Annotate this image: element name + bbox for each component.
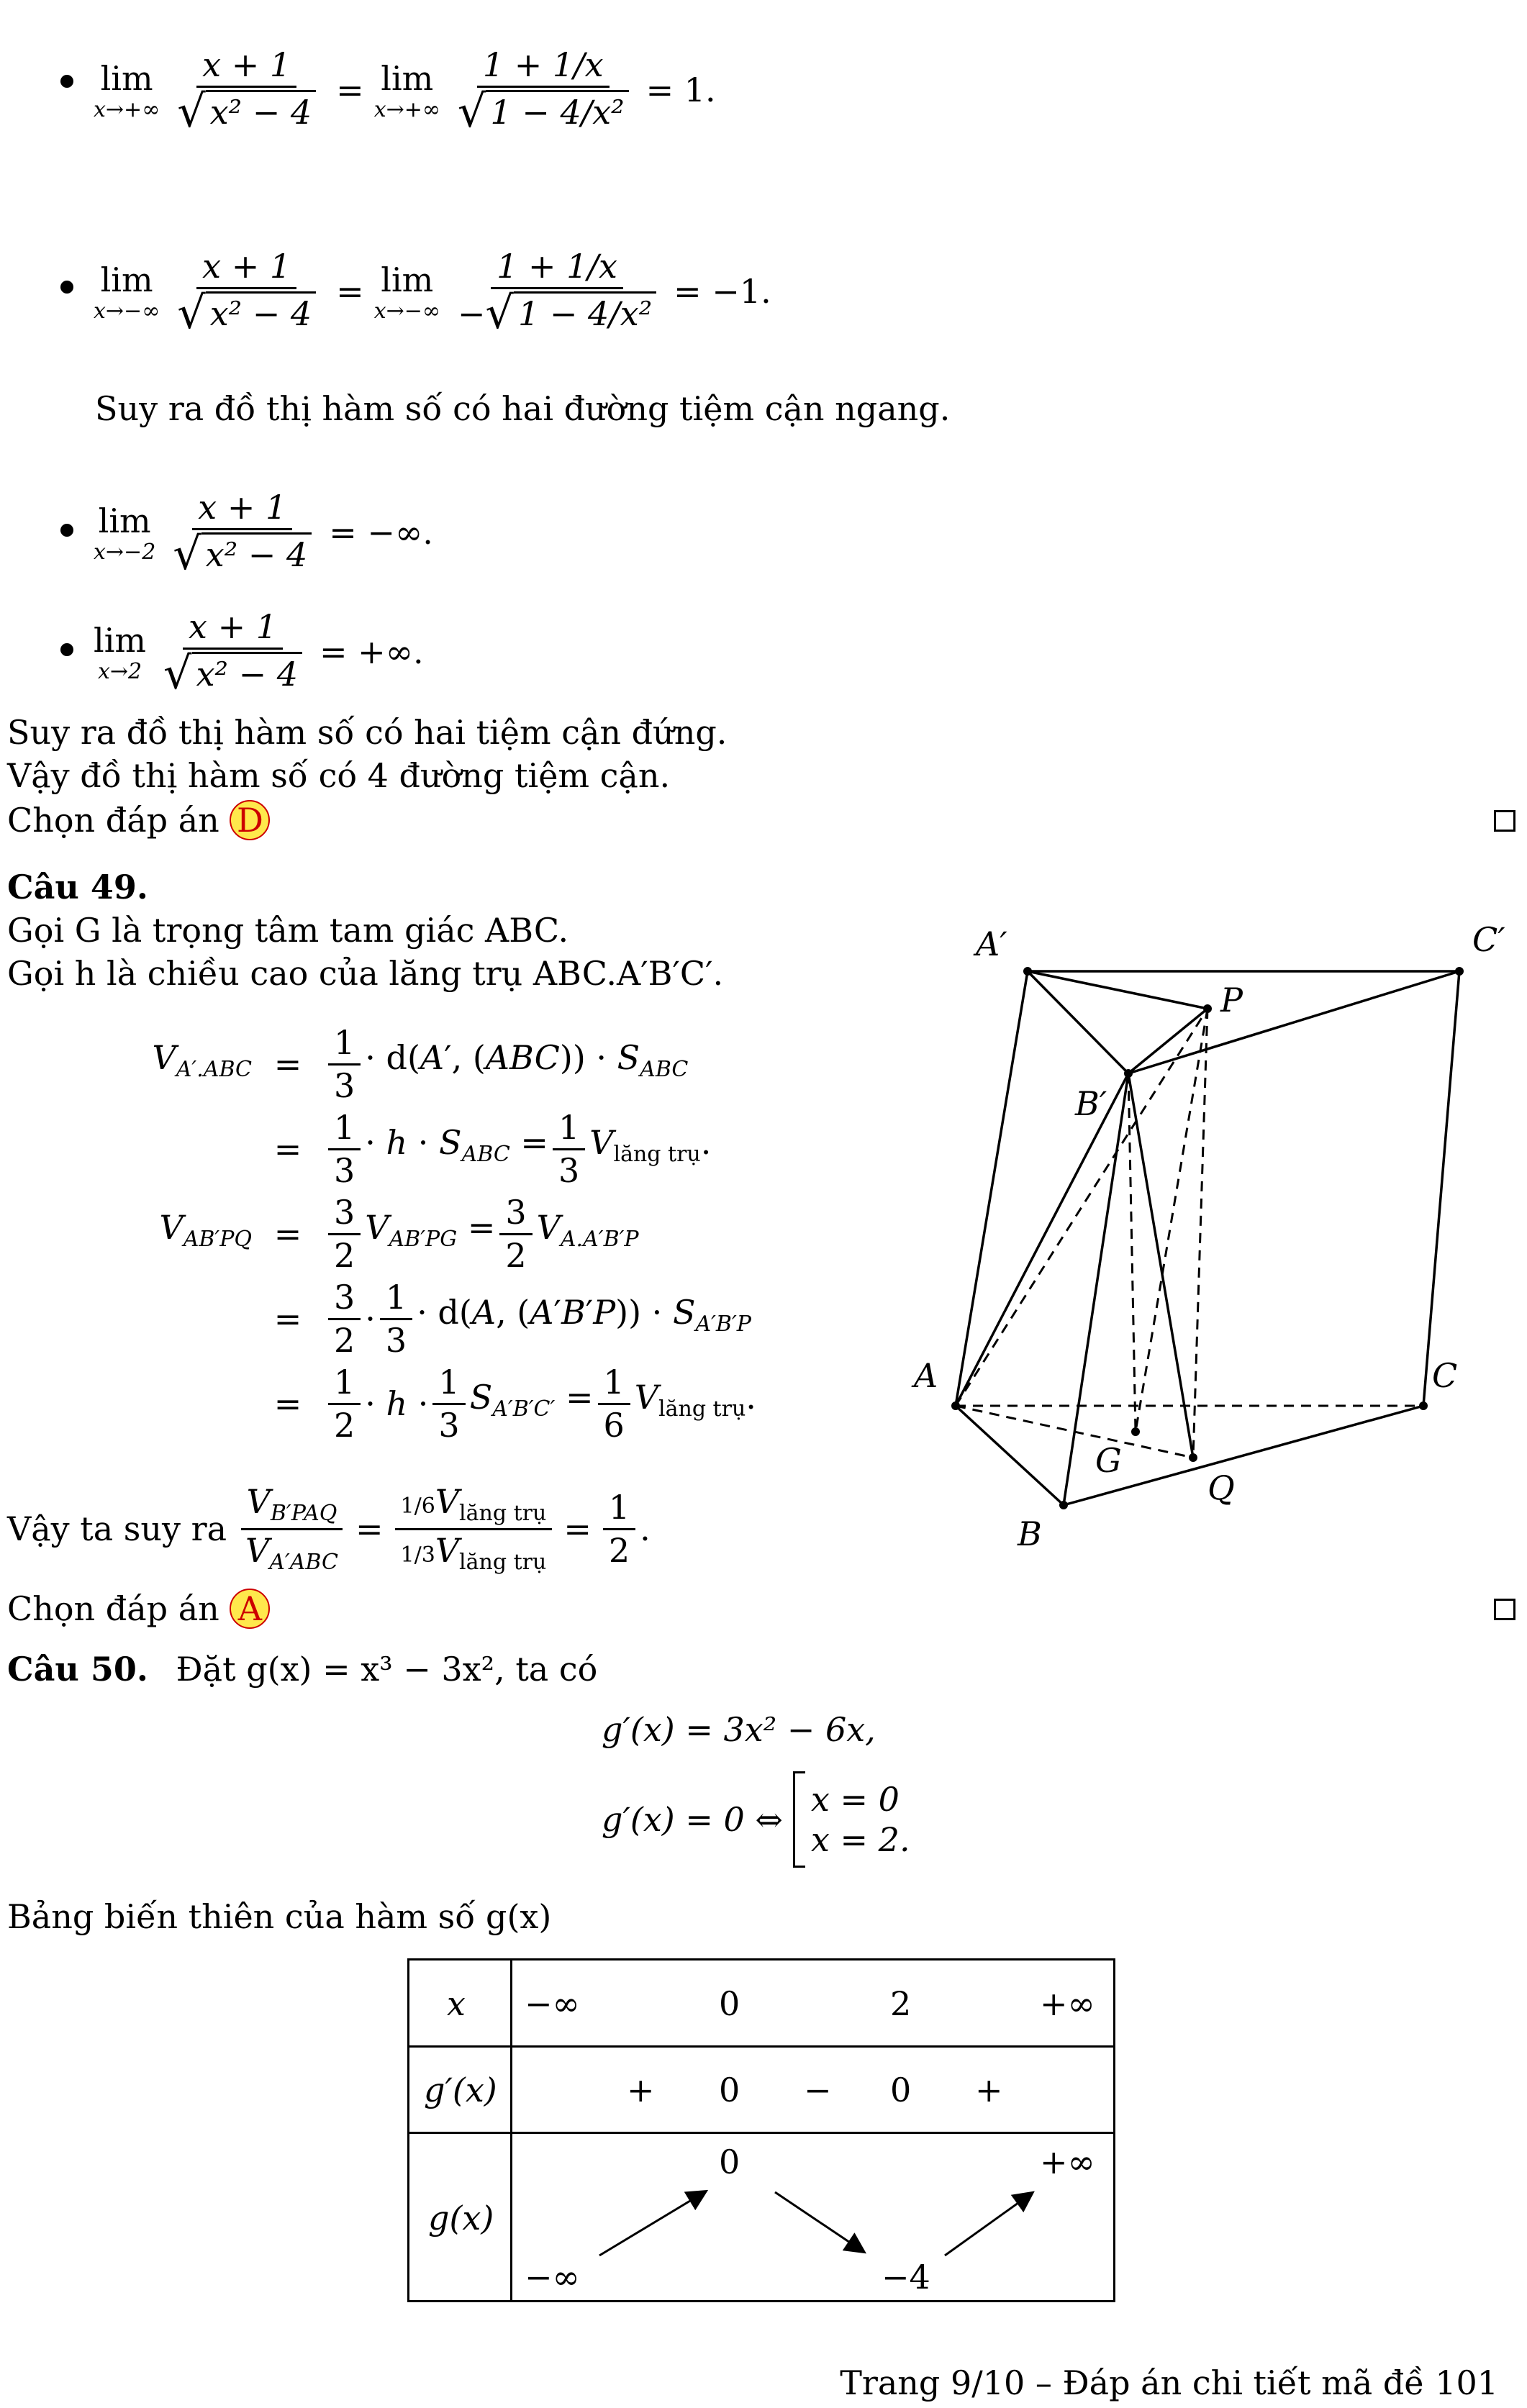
label-G: G bbox=[1095, 1441, 1122, 1480]
choose-answer-48: Chọn đáp án D bbox=[7, 800, 270, 840]
label-A-prime: A′ bbox=[976, 924, 1007, 963]
eq-row: = $\frac{3}{2}$ · $\frac{1}{3}$ · d(A, $(A'B'P)) \cdot S_{A'B'P}$ bbox=[273, 1277, 751, 1360]
q49-line1: Gọi G là trọng tâm tam giác ABC. bbox=[7, 911, 569, 950]
q50-table-caption: Bảng biến thiên của hàm số g(x) bbox=[7, 1897, 552, 1936]
q49-equations bbox=[108, 1022, 828, 1446]
lim-operator: lim x→−∞ bbox=[94, 260, 160, 324]
fraction: $\frac{1 + 1/x}{\text{−√ 1 − 4/x²}}$ bbox=[452, 247, 662, 335]
lim-operator: lim x→2 bbox=[94, 621, 147, 684]
answer-badge: A bbox=[230, 1589, 270, 1629]
label-C-prime: C′ bbox=[1472, 920, 1505, 959]
lim-operator: lim x→−2 bbox=[94, 501, 156, 565]
arrow-up-icon bbox=[599, 2192, 704, 2255]
lim-operator: lim x→−∞ bbox=[373, 260, 440, 324]
eq-row: $V_{A'.ABC}$ = $\frac{1}{3}$ · d(A′, $(ABC)) \cdot S_{ABC}$ bbox=[152, 1022, 689, 1105]
label-P: P bbox=[1220, 981, 1243, 1019]
q50-heading: Câu 50. Đặt g(x) = x³ − 3x², ta có bbox=[7, 1650, 598, 1689]
fraction: $\frac{x + 1}{\text{√ x² − 4}}$ bbox=[167, 489, 317, 576]
label-B-prime: B′ bbox=[1075, 1084, 1107, 1123]
table-gprime-value: 0 bbox=[719, 2071, 740, 2109]
table-gprime-value: − bbox=[804, 2071, 832, 2109]
qed-square bbox=[1494, 1599, 1515, 1620]
table-g-value: +∞ bbox=[1040, 2143, 1095, 2181]
table-gprime-value: + bbox=[627, 2071, 655, 2109]
fraction: $\frac{1 + 1/x}{\text{√ 1 − 4/x²}}$ bbox=[452, 46, 635, 134]
table-g-label: g(x) bbox=[428, 2199, 494, 2237]
table-gprime-value: + bbox=[975, 2071, 1003, 2109]
label-B: B bbox=[1018, 1514, 1042, 1553]
variation-table bbox=[407, 1958, 1115, 2302]
limit-2: lim x→−∞ $\frac{x + 1}{\text{√ x² − 4}}$ = lim x→−∞ $\frac{1 + 1/x}{\text{−√ 1 − 4/x²}}$ = −1. bbox=[94, 247, 771, 339]
bullet bbox=[60, 643, 73, 656]
bullet bbox=[60, 524, 73, 537]
limit-4: lim x→2 $\frac{x + 1}{\text{√ x² − 4}}$ = +∞. bbox=[94, 607, 424, 699]
q50-roots: g′(x) = 0 ⇔ x = 0 x = 2. bbox=[602, 1766, 910, 1873]
bullet bbox=[60, 281, 73, 294]
arrow-up-icon bbox=[945, 2194, 1031, 2255]
eq-row: $V_{AB'PQ}$ = $\frac{3}{2}$ $V_{AB'PG}$ = $\frac{3}{2}$ $V_{A.A'B'P}$ bbox=[159, 1192, 639, 1275]
answer-badge: D bbox=[230, 800, 270, 840]
page-footer: Trang 9/10 – Đáp án chi tiết mã đề 101 bbox=[840, 2363, 1498, 2402]
lim-operator: lim x→+∞ bbox=[94, 59, 160, 122]
text-horizontal-asymptotes: Suy ra đồ thị hàm số có hai đường tiệm cận ngang. bbox=[95, 389, 951, 428]
limit-3: lim x→−2 $\frac{x + 1}{\text{√ x² − 4}}$ = −∞. bbox=[94, 488, 433, 580]
choose-answer-49: Chọn đáp án A bbox=[7, 1589, 270, 1629]
text-total-asymptotes: Vậy đồ thị hàm số có 4 đường tiệm cận. bbox=[7, 756, 671, 795]
table-x-value: 0 bbox=[719, 1984, 740, 2023]
q49-line2: Gọi h là chiều cao của lăng trụ ABC.A′B′C′. bbox=[7, 954, 724, 993]
table-x-value: 2 bbox=[890, 1984, 912, 2023]
label-Q: Q bbox=[1207, 1468, 1235, 1507]
fraction: $\frac{x + 1}{\text{√ x² − 4}}$ bbox=[171, 247, 322, 335]
table-arrows bbox=[409, 1961, 1118, 2304]
fraction: $\frac{x + 1}{\text{√ x² − 4}}$ bbox=[158, 608, 308, 696]
q50-derivative: g′(x) = 3x² − 6x, bbox=[602, 1710, 876, 1749]
table-gprime-value: 0 bbox=[890, 2071, 912, 2109]
table-x-value: −∞ bbox=[525, 1984, 580, 2023]
bullet bbox=[60, 75, 73, 88]
q49-conclusion: Vậy ta suy ra $\frac{V_{B'PAQ}}{V_{A'ABC}}$ = $\frac{1/6V_{lăng trụ}}{1/3V_{lăng trụ}}$ = $\frac{1}{2}$ . bbox=[7, 1481, 651, 1575]
text-vertical-asymptotes: Suy ra đồ thị hàm số có hai tiệm cận đứng. bbox=[7, 713, 728, 752]
table-x-value: +∞ bbox=[1040, 1984, 1095, 2023]
label-C: C bbox=[1432, 1356, 1458, 1395]
q49-heading: Câu 49. bbox=[7, 868, 148, 907]
eq-row: = $\frac{1}{2}$ · h · $\frac{1}{3}$ $S_{A'B'C'}$ = $\frac{1}{6}$ $V_{lăng trụ}$. bbox=[273, 1362, 756, 1445]
fraction: $\frac{x + 1}{\text{√ x² − 4}}$ bbox=[171, 46, 322, 134]
lim-operator: lim x→+∞ bbox=[373, 59, 440, 122]
table-gprime-label: g′(x) bbox=[424, 2071, 497, 2109]
limit-1: lim x→+∞ $\frac{x + 1}{\text{√ x² − 4}}$ = lim x→+∞ $\frac{1 + 1/x}{\text{√ 1 − 4/x²}}$ = 1. bbox=[94, 45, 716, 137]
table-g-value: −∞ bbox=[525, 2258, 580, 2296]
eq-row: = $\frac{1}{3}$ · $h \cdot S_{ABC}$ = $\frac{1}{3}$ $V_{lăng trụ}$. bbox=[273, 1107, 712, 1190]
table-g-value: −4 bbox=[882, 2258, 930, 2296]
arrow-down-icon bbox=[775, 2192, 863, 2251]
qed-square bbox=[1494, 810, 1515, 832]
prism-figure bbox=[907, 907, 1526, 1554]
table-x-label: x bbox=[447, 1984, 466, 2023]
table-g-value: 0 bbox=[719, 2143, 740, 2181]
label-A: A bbox=[914, 1356, 938, 1395]
